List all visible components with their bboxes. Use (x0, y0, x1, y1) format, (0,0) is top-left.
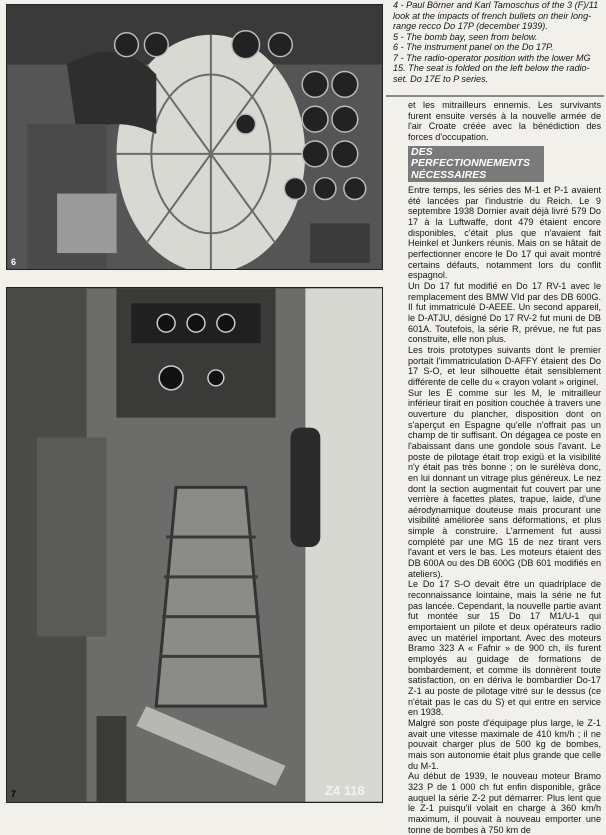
section-heading (408, 146, 544, 183)
article-paragraph: Sur les E comme sur les M, le mitrailleur inférieur tirait en position couchée à travers une ouverture du plancher, disposition dont on s'aperçut en Espagne qu'elle n'offrait pas un champ de tir suffisant. On dégagea ce poste en l'abaissant dans une gondole sous l'avant. Le poste de pilotage était trop exigü et la visibilité n'y était pas très bonne ; on le surélèva donc, en lui donnant un vitrage plus généreux. Le nez dont la section augmentait fut couvert par une verrière à facettes plates, trapue, laide, d'une aérodynamique douteuse mais procurant une visibilité améliorée sans déformations, et plus simple à construire. L'armement fut aussi complété par une MG 15 de nez tirant vers l'avant et vers le bas. Les moteurs étaient des DB 600A ou des DB 600G (DB 601 modifiés en ateliers). (408, 387, 601, 579)
article-paragraph: Entre temps, les séries des M-1 et P-1 avaient été lancées par l'industrie du Reich. Le 9 septembre 1938 Dornier avait déjà livré 579 Do 17 à la Luftwaffe, dont 479 étaient encore disponibles, c'était plus que n'avaient fait Heinkel et Junkers réunis. Mais on se hâtait de perfectionner encore le Do 17 qui avait montré certains défauts, notamment lors du conflit espagnol. (408, 185, 601, 281)
caption-7: 7 - The radio-operator position with the lower MG 15. The seat is folded on the left below the radio-set. Do 17E to P series. (393, 52, 591, 84)
instrument-panel-photo (6, 4, 383, 270)
heading-line-1: DES PERFECTIONNEMENTS (411, 145, 531, 170)
photo-captions (393, 0, 601, 84)
aircraft-code-stamp: Z4 118 (325, 783, 365, 798)
heading-line-2: NÉCESSAIRES (411, 168, 487, 181)
figure-number: 6 (11, 257, 17, 267)
article-column (408, 100, 601, 835)
article-intro: et les mitrailleurs ennemis. Les survivants furent ensuite versés à la nouvelle armée de l'air Croate créée avec la bénédiction des forces d'occupation. (408, 100, 601, 142)
radio-operator-photo (6, 287, 383, 803)
article-paragraph: Malgré son poste d'équipage plus large, le Z-1 avait une vitesse maximale de 410 km/h ; il ne pouvait charger plus de 500 kg de bombes, mais son autonomie était plus grande que celle du M-1. (408, 717, 601, 771)
caption-5: 5 - The bomb bay, seen from below. (393, 31, 538, 42)
section-divider (386, 95, 604, 97)
caption-4: 4 - Paul Börner and Karl Tamoschus of the 3 (F)/11 look at the impacts of french bullets on their long-range recco Do 17P (december 1939). (393, 0, 599, 31)
radio-operator-image (7, 288, 382, 802)
figure-number: 7 (11, 789, 17, 799)
article-paragraph: Le Do 17 S-O devait être un quadriplace de reconnaissance lointaine, mais la série ne fut pas lancée. Cependant, la nouvelle partie avant fut montée sur 15 Do 17 M1/U-1 qui emportaient un pilote et deux opérateurs radio avec un matériel important. Avec des moteurs Bramo 323 A « Fafnir » de 900 ch, ils furent employés au guidage de formations de bombardement, et comme ils donnèrent toute satisfaction, on en dériva le bombardier Do-17 Z-1 au poste de pilotage vitré sur le dessus (ce n'était pas le cas du S) et qui entre en service en 1938. (408, 579, 601, 718)
caption-6: 6 - The instrument panel on the Do 17P. (393, 42, 554, 52)
article-paragraph: Au début de 1939, le nouveau moteur Bramo 323 P de 1 000 ch fut enfin disponible, grâce auquel la série Z-2 put démarrer. Plus lent que le Z-1 puisqu'il volait en charge à 360 km/h maximum, il pouvait à nouveau emporter une tonne de bombes à 750 km de (408, 771, 601, 835)
instrument-panel-image (7, 5, 382, 269)
article-paragraph: Un Do 17 fut modifié en Do 17 RV-1 avec le remplacement des BMW VId par des DB 600G. Il fut immatriculé D-AEEE. Un second appareil, le D-ATJU, désigné Do 17 RV-2 fut muni de DB 601A. Toutefois, la série R, prévue, ne fut pas construite, elle non plus. (408, 281, 601, 345)
article-paragraph: Les trois prototypes suivants dont le premier portait l'immatriculation D-AFFY étaient des Do 17 S-O, et leur silhouette était sensiblement différente de celle du « crayon volant » originel. (408, 344, 601, 387)
